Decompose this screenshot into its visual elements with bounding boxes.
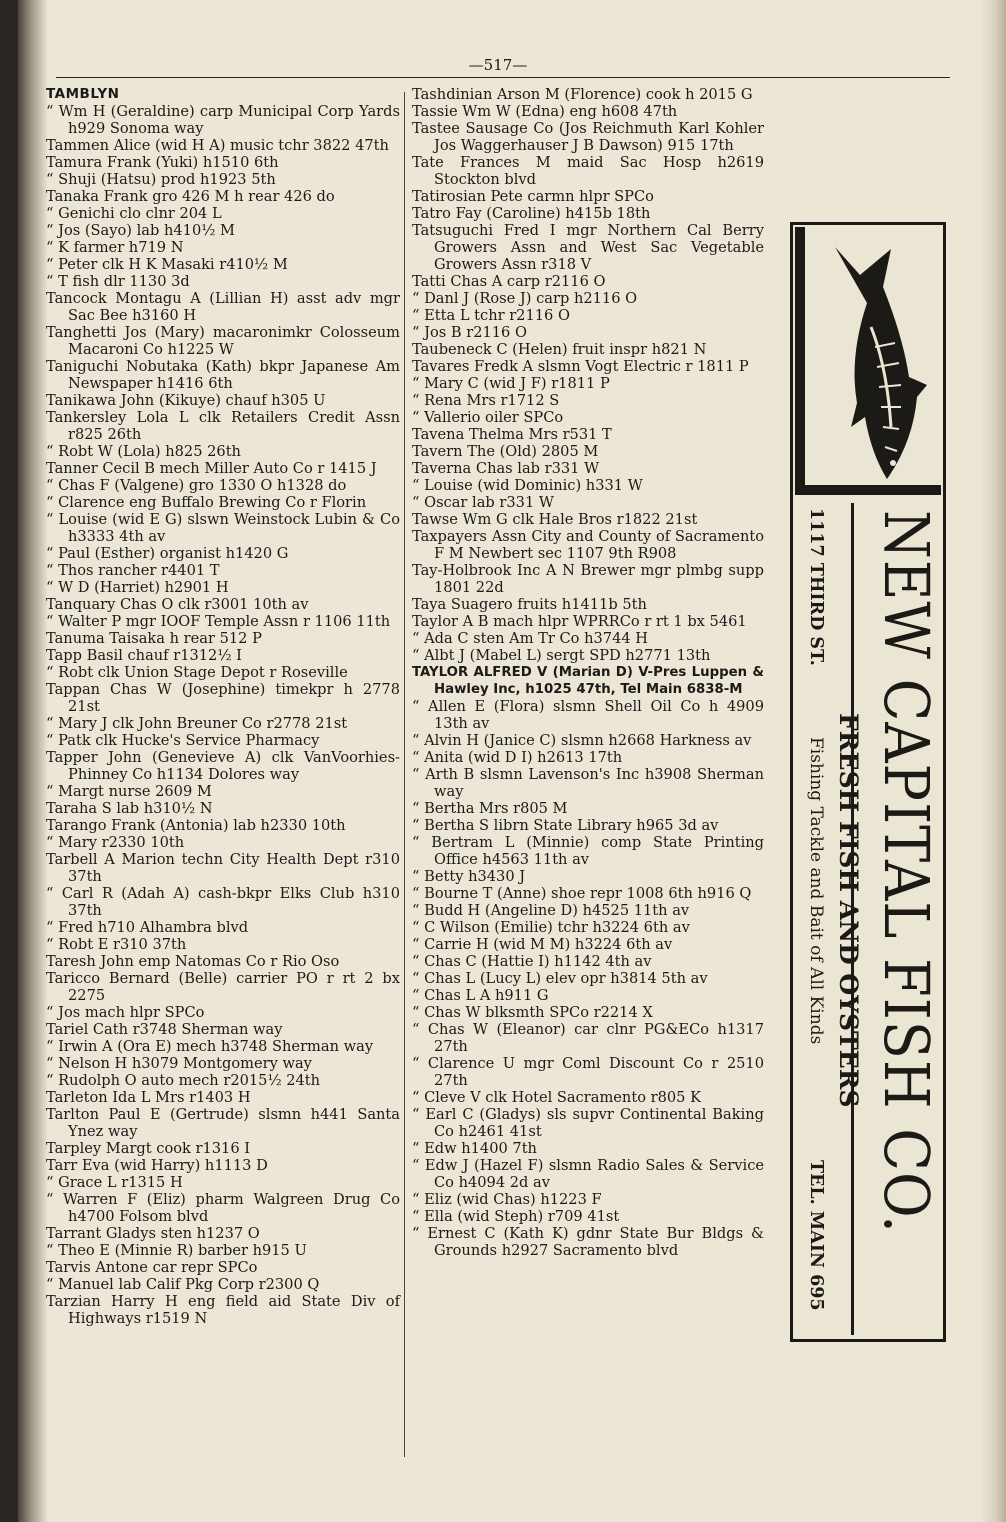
directory-entry: “ Cleve V clk Hotel Sacramento r805 K: [412, 1089, 701, 1106]
directory-entry: Tarzian Harry H eng field aid State Div of Highways r1519 N: [46, 1293, 400, 1327]
left-column: [46, 86, 400, 1327]
directory-entry: Tamura Frank (Yuki) h1510 6th: [46, 154, 279, 171]
directory-entry: Tariel Cath r3748 Sherman way: [46, 1021, 283, 1038]
directory-entry: “ Betty h3430 J: [412, 868, 526, 885]
directory-entry: “ Etta L tchr r2116 O: [412, 307, 570, 324]
directory-entry: Tarvis Antone car repr SPCo: [46, 1259, 258, 1276]
section-heading: TAMBLYN: [46, 86, 120, 102]
directory-entry: “ Jos B r2116 O: [412, 324, 527, 341]
directory-entry: “ Bertha Mrs r805 M: [412, 800, 568, 817]
ad-company-name: NEW CAPITAL FISH CO.: [870, 510, 943, 1234]
directory-entry: “ Theo E (Minnie R) barber h915 U: [46, 1242, 307, 1259]
directory-entry: “ Ella (wid Steph) r709 41st: [412, 1208, 620, 1225]
directory-entry: Tanquary Chas O clk r3001 10th av: [46, 596, 309, 613]
directory-entry: Tawse Wm G clk Hale Bros r1822 21st: [412, 511, 698, 528]
ad-logo-frame: [795, 227, 941, 495]
directory-entry: Tankersley Lola L clk Retailers Credit Assn r825 26th: [46, 409, 400, 443]
directory-entry: “ Anita (wid D I) h2613 17th: [412, 749, 623, 766]
directory-entry: “ Bertram L (Minnie) comp State Printing Office h4563 11th av: [412, 834, 764, 868]
directory-entry: Taxpayers Assn City and County of Sacramento F M Newbert sec 1107 9th R908: [412, 528, 764, 562]
directory-entry: “ Wm H (Geraldine) carp Municipal Corp Yards h929 Sonoma way: [46, 103, 400, 137]
directory-entry: Tastee Sausage Co (Jos Reichmuth Karl Kohler Jos Waggerhauser J B Dawson) 915 17th: [412, 120, 764, 154]
directory-entry: “ Robt W (Lola) h825 26th: [46, 443, 241, 460]
directory-entry: Tapp Basil chauf r1312½ I: [46, 647, 242, 664]
directory-entry: “ Alvin H (Janice C) slsmn h2668 Harkness av: [412, 732, 752, 749]
directory-entry: “ Clarence eng Buffalo Brewing Co r Florin: [46, 494, 367, 511]
book-gutter: [18, 0, 48, 1522]
directory-entry: “ Vallerio oiler SPCo: [412, 409, 564, 426]
directory-entry: Taresh John emp Natomas Co r Rio Oso: [46, 953, 340, 970]
directory-entry: “ Carrie H (wid M M) h3224 6th av: [412, 936, 673, 953]
directory-entry: “ Irwin A (Ora E) mech h3748 Sherman way: [46, 1038, 374, 1055]
directory-entry: “ Earl C (Gladys) sls supvr Continental Baking Co h2461 41st: [412, 1106, 764, 1140]
directory-entry: Taraha S lab h310½ N: [46, 800, 213, 817]
directory-entry: Taya Suagero fruits h1411b 5th: [412, 596, 647, 613]
directory-entry: Tanikawa John (Kikuye) chauf h305 U: [46, 392, 326, 409]
directory-entry: Tashdinian Arson M (Florence) cook h 2015 G: [412, 86, 753, 103]
page-edge: [980, 0, 1006, 1522]
directory-entry: “ Mary J clk John Breuner Co r2778 21st: [46, 715, 348, 732]
directory-entry: “ Louise (wid E G) slswn Weinstock Lubin & Co h3333 4th av: [46, 511, 400, 545]
directory-entry: Taubeneck C (Helen) fruit inspr h821 N: [412, 341, 707, 358]
column-divider: [404, 92, 405, 1457]
directory-entry: Tarango Frank (Antonia) lab h2330 10th: [46, 817, 346, 834]
directory-entry: “ Mary r2330 10th: [46, 834, 185, 851]
directory-entry: Tatirosian Pete carmn hlpr SPCo: [412, 188, 654, 205]
directory-entry: “ Chas C (Hattie I) h1142 4th av: [412, 953, 652, 970]
directory-entry: “ Grace L r1315 H: [46, 1174, 183, 1191]
directory-entry: “ Walter P mgr IOOF Temple Assn r 1106 11th: [46, 613, 391, 630]
directory-entry: “ Shuji (Hatsu) prod h1923 5th: [46, 171, 276, 188]
directory-entry: “ Jos (Sayo) lab h410½ M: [46, 222, 235, 239]
directory-entry: “ Bertha S librn State Library h965 3d av: [412, 817, 719, 834]
directory-entry: “ Clarence U mgr Coml Discount Co r 2510 27th: [412, 1055, 764, 1089]
directory-entry: Tanaka Frank gro 426 M h rear 426 do: [46, 188, 335, 205]
header-rule: [56, 77, 950, 78]
directory-entry: “ Thos rancher r4401 T: [46, 562, 220, 579]
directory-entry: “ Rena Mrs r1712 S: [412, 392, 560, 409]
ad-tagline: Fishing Tackle and Bait of All Kinds: [806, 737, 826, 1045]
directory-entry: “ Robt E r310 37th: [46, 936, 187, 953]
directory-entry: “ Rudolph O auto mech r2015½ 24th: [46, 1072, 321, 1089]
directory-entry: Taverna Chas lab r331 W: [412, 460, 600, 477]
ad-phone: TEL. MAIN 695: [806, 1160, 826, 1311]
directory-entry: Tanghetti Jos (Mary) macaronimkr Colosseum Macaroni Co h1225 W: [46, 324, 400, 358]
directory-entry: Taylor A B mach hlpr WPRRCo r rt 1 bx 5461: [412, 613, 747, 630]
directory-entry: “ Edw J (Hazel F) slsmn Radio Sales & Service Co h4094 2d av: [412, 1157, 764, 1191]
directory-entry: “ Genichi clo clnr 204 L: [46, 205, 222, 222]
fish-icon: [805, 227, 941, 485]
directory-entry: Tarlton Paul E (Gertrude) slsmn h441 Santa Ynez way: [46, 1106, 400, 1140]
directory-entry: Tate Frances M maid Sac Hosp h2619 Stockton blvd: [412, 154, 764, 188]
directory-entry: “ Carl R (Adah A) cash-bkpr Elks Club h310 37th: [46, 885, 400, 919]
directory-entry: “ Peter clk H K Masaki r410½ M: [46, 256, 288, 273]
directory-entry: Tammen Alice (wid H A) music tchr 3822 47th: [46, 137, 389, 154]
directory-entry: “ Ernest C (Kath K) gdnr State Bur Bldgs & Grounds h2927 Sacramento blvd: [412, 1225, 764, 1259]
directory-entry: “ Albt J (Mabel L) sergt SPD h2771 13th: [412, 647, 711, 664]
directory-entry: “ Nelson H h3079 Montgomery way: [46, 1055, 312, 1072]
directory-entry: “ Warren F (Eliz) pharm Walgreen Drug Co h4700 Folsom blvd: [46, 1191, 400, 1225]
directory-entry: “ Danl J (Rose J) carp h2116 O: [412, 290, 638, 307]
directory-entry: Tatro Fay (Caroline) h415b 18th: [412, 205, 651, 222]
directory-entry: Tapper John (Genevieve A) clk VanVoorhies-Phinney Co h1134 Dolores way: [46, 749, 400, 783]
directory-entry: Tatti Chas A carp r2116 O: [412, 273, 606, 290]
advertisement: [790, 222, 946, 1342]
directory-entry: “ Eliz (wid Chas) h1223 F: [412, 1191, 602, 1208]
directory-entry: Taniguchi Nobutaka (Kath) bkpr Japanese Am Newspaper h1416 6th: [46, 358, 400, 392]
directory-entry: “ Edw h1400 7th: [412, 1140, 537, 1157]
directory-entry: Tay-Holbrook Inc A N Brewer mgr plmbg supp 1801 22d: [412, 562, 764, 596]
directory-entry: “ Manuel lab Calif Pkg Corp r2300 Q: [46, 1276, 320, 1293]
directory-entry: Taricco Bernard (Belle) carrier PO r rt 2 bx 2275: [46, 970, 400, 1004]
directory-entry: Tassie Wm W (Edna) eng h608 47th: [412, 103, 678, 120]
right-column: [412, 86, 764, 1259]
directory-entry: “ Fred h710 Alhambra blvd: [46, 919, 249, 936]
directory-entry: Tarrant Gladys sten h1237 O: [46, 1225, 260, 1242]
directory-entry: “ Chas F (Valgene) gro 1330 O h1328 do: [46, 477, 347, 494]
directory-entry: Tancock Montagu A (Lillian H) asst adv mgr Sac Bee h3160 H: [46, 290, 400, 324]
directory-entry: “ Chas W (Eleanor) car clnr PG&ECo h1317 27th: [412, 1021, 764, 1055]
directory-entry: “ W D (Harriet) h2901 H: [46, 579, 229, 596]
directory-entry: “ Robt clk Union Stage Depot r Roseville: [46, 664, 348, 681]
directory-entry: “ Budd H (Angeline D) h4525 11th av: [412, 902, 690, 919]
directory-entry: “ Allen E (Flora) slsmn Shell Oil Co h 4909 13th av: [412, 698, 764, 732]
directory-entry: “ Bourne T (Anne) shoe repr 1008 6th h916 Q: [412, 885, 752, 902]
directory-entry: Tarpley Margt cook r1316 I: [46, 1140, 251, 1157]
directory-entry: “ Oscar lab r331 W: [412, 494, 554, 511]
directory-entry: “ Jos mach hlpr SPCo: [46, 1004, 205, 1021]
page-number: —517—: [468, 56, 528, 74]
directory-entry: “ Margt nurse 2609 M: [46, 783, 212, 800]
directory-entry: “ Louise (wid Dominic) h331 W: [412, 477, 643, 494]
directory-entry: Tavares Fredk A slsmn Vogt Electric r 1811 P: [412, 358, 749, 375]
directory-entry: “ C Wilson (Emilie) tchr h3224 6th av: [412, 919, 690, 936]
directory-entry: “ Patk clk Hucke's Service Pharmacy: [46, 732, 320, 749]
directory-entry: Tavena Thelma Mrs r531 T: [412, 426, 612, 443]
directory-page: [18, 0, 1006, 1522]
directory-entry: TAYLOR ALFRED V (Marian D) V-Pres Luppen & Hawley Inc, h1025 47th, Tel Main 6838-M: [412, 665, 764, 697]
ad-products: FRESH FISH AND OYSTERS: [834, 713, 863, 1108]
directory-entry: Tanuma Taisaka h rear 512 P: [46, 630, 262, 647]
directory-entry: “ Ada C sten Am Tr Co h3744 H: [412, 630, 649, 647]
directory-entry: “ T fish dlr 1130 3d: [46, 273, 190, 290]
directory-entry: “ Mary C (wid J F) r1811 P: [412, 375, 610, 392]
directory-entry: “ Paul (Esther) organist h1420 G: [46, 545, 289, 562]
directory-entry: Tarbell A Marion techn City Health Dept r310 37th: [46, 851, 400, 885]
directory-entry: Tanner Cecil B mech Miller Auto Co r 1415 J: [46, 460, 377, 477]
directory-entry: Tappan Chas W (Josephine) timekpr h 2778 21st: [46, 681, 400, 715]
directory-entry: “ Chas W blksmth SPCo r2214 X: [412, 1004, 653, 1021]
directory-entry: “ Arth B slsmn Lavenson's Inc h3908 Sherman way: [412, 766, 764, 800]
directory-entry: Tarleton Ida L Mrs r1403 H: [46, 1089, 251, 1106]
directory-entry: Tavern The (Old) 2805 M: [412, 443, 599, 460]
directory-entry: “ K farmer h719 N: [46, 239, 184, 256]
directory-entry: “ Chas L A h911 G: [412, 987, 549, 1004]
ad-address: 1117 THIRD ST.: [806, 508, 826, 666]
directory-entry: “ Chas L (Lucy L) elev opr h3814 5th av: [412, 970, 708, 987]
directory-entry: Tarr Eva (wid Harry) h1113 D: [46, 1157, 268, 1174]
directory-entry: Tatsuguchi Fred I mgr Northern Cal Berry Growers Assn and West Sac Vegetable Growers Assn r318 V: [412, 222, 764, 273]
